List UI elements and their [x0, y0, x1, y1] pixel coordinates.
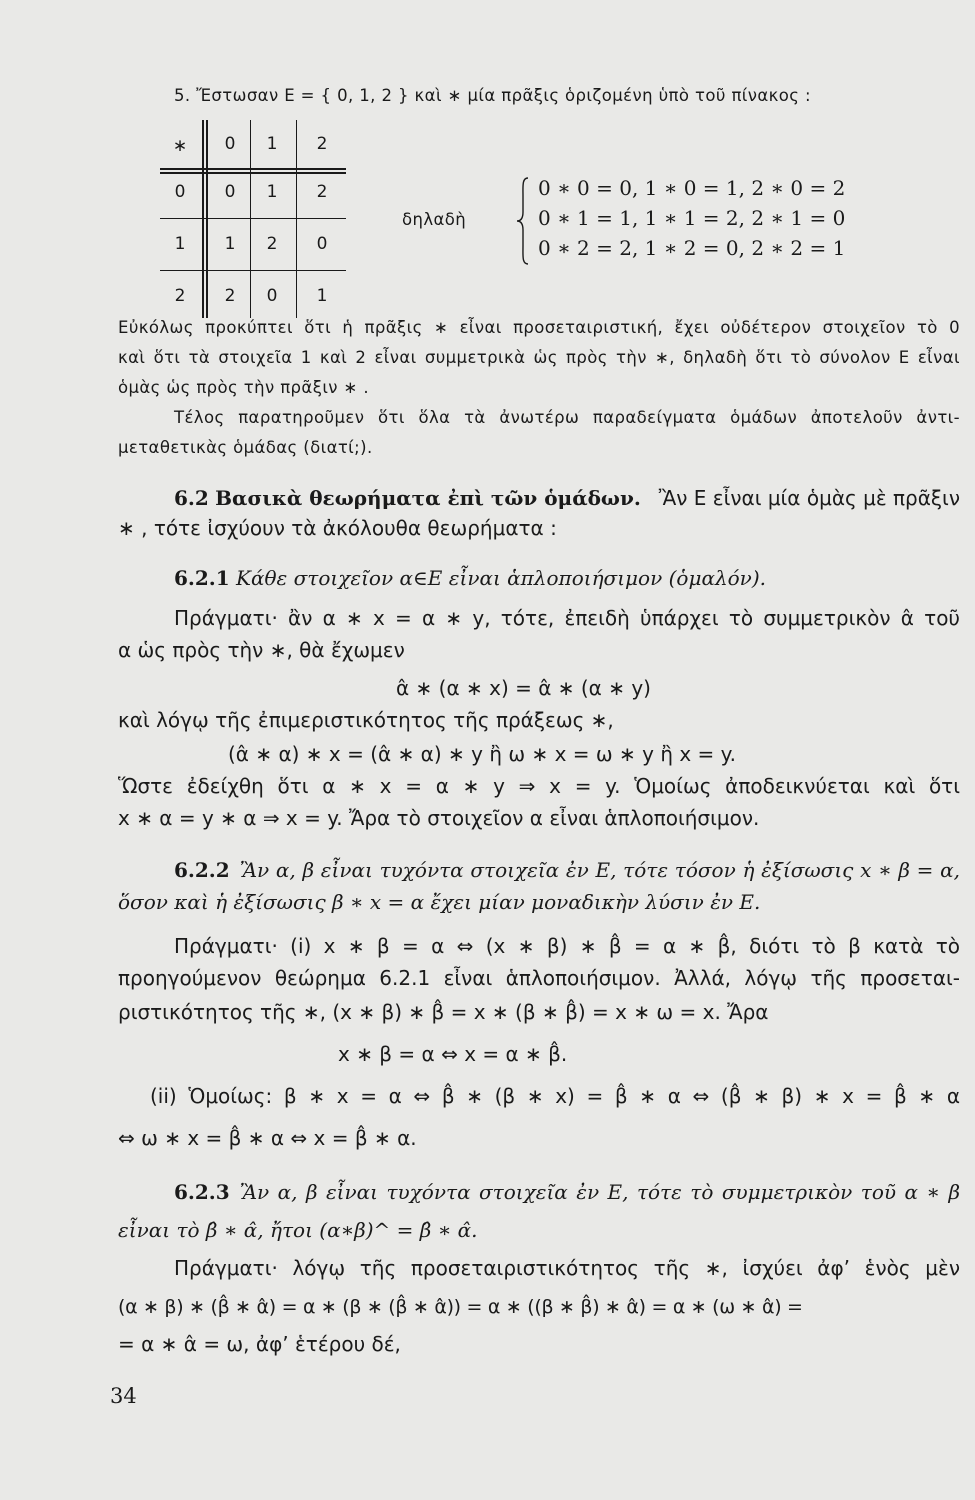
theorem-text: Ἂν α, β εἶναι τυχόντα στοιχεῖα ἐν Ε, τότε τόσον ἡ ἐξίσωσις x ∗ β = α,: [239, 858, 960, 882]
paragraph-line: καὶ ὅτι τὰ στοιχεῖα 1 καὶ 2 εἶναι συμμετρικὰ ὡς πρὸς τὴν ∗, δηλαδὴ ὅτι τὸ σύνολον Ε εἶναι: [118, 348, 960, 367]
section-number: 6.2: [174, 486, 209, 510]
proof-equation: x ∗ β = α ⇔ x = α ∗ β̂.: [338, 1042, 568, 1066]
table-cell: 1: [316, 286, 328, 306]
equation-line: 0 ∗ 2 = 2, 1 ∗ 2 = 0, 2 ∗ 2 = 1: [538, 236, 846, 260]
equation-line: 0 ∗ 1 = 1, 1 ∗ 1 = 2, 2 ∗ 1 = 0: [538, 206, 846, 230]
proof-line: (α ∗ β) ∗ (β̂ ∗ α̂) = α ∗ (β ∗ (β̂ ∗ α̂)) = α ∗ ((β ∗ β̂) ∗ α̂) = α ∗ (ω ∗ α̂) =: [118, 1296, 803, 1318]
table-vertical-rule: [206, 120, 208, 318]
section-title: Βασικὰ θεωρήματα ἐπὶ τῶν ὁμάδων.: [215, 486, 641, 510]
section-intro-line: ∗ , τότε ἰσχύουν τὰ ἀκόλουθα θεωρήματα :: [118, 516, 557, 540]
theorem-number: 6.2.1: [174, 566, 230, 590]
table-header-cell: 0: [224, 134, 236, 154]
paragraph-line: Εὐκόλως προκύπτει ὅτι ἡ πρᾶξις ∗ εἶναι προσεταιριστική, ἔχει οὐδέτερον στοιχεῖον τὸ 0: [118, 318, 960, 337]
theorem-text: Ἂν α, β εἶναι τυχόντα στοιχεῖα ἐν Ε, τότε τὸ συμμετρικὸν τοῦ α ∗ β: [239, 1180, 960, 1204]
theorem-number: 6.2.3: [174, 1180, 230, 1204]
proof-line: ριστικότητος τῆς ∗, (x ∗ β) ∗ β̂ = x ∗ (β ∗ β̂) = x ∗ ω = x. Ἄρα: [118, 1000, 769, 1024]
proof-line: Ὥστε ἐδείχθη ὅτι α ∗ x = α ∗ y ⇒ x = y. Ὁμοίως ἀποδεικνύεται καὶ ὅτι: [118, 774, 960, 798]
table-cell: 0: [266, 286, 278, 306]
paragraph-line: ὁμὰς ὡς πρὸς τὴν πρᾶξιν ∗ .: [118, 378, 370, 397]
table-cell: 1: [266, 182, 278, 202]
proof-line: α ὡς πρὸς τὴν ∗, θὰ ἔχωμεν: [118, 638, 405, 662]
theorem-number: 6.2.2: [174, 858, 230, 882]
table-horizontal-rule: [160, 172, 346, 174]
proof-equation: α̂ ∗ (α ∗ x) = α̂ ∗ (α ∗ y): [396, 676, 651, 700]
table-cell: 2: [266, 234, 278, 254]
theorem-text-continued: ὅσον καὶ ἡ ἐξίσωσις β ∗ x = α ἔχει μίαν μοναδικὴν λύσιν ἐν Ε.: [118, 890, 761, 914]
table-header-cell: 1: [266, 134, 278, 154]
proof-line: ⇔ ω ∗ x = β̂ ∗ α ⇔ x = β̂ ∗ α.: [118, 1126, 417, 1150]
table-cell: 1: [224, 234, 236, 254]
page-number: 34: [110, 1384, 137, 1408]
dilady-label: δηλαδὴ: [402, 210, 467, 229]
table-vertical-rule: [250, 120, 251, 318]
proof-line: προηγούμενον θεώρημα 6.2.1 εἶναι ἁπλοποιήσιμον. Ἀλλά, λόγῳ τῆς προσεται-: [118, 966, 960, 990]
table-cell: 0: [316, 234, 328, 254]
table-row-label: 2: [174, 286, 186, 306]
table-row-label: 1: [174, 234, 186, 254]
theorem-text: Κάθε στοιχεῖον α∈Ε εἶναι ἁπλοποιήσιμον (ὁμαλόν).: [236, 566, 766, 590]
theorem-6-2-2-statement: [174, 858, 960, 882]
table-row-label: 0: [174, 182, 186, 202]
table-corner: ∗: [172, 136, 188, 156]
exercise-5-intro: 5. Ἔστωσαν Ε = { 0, 1, 2 } καὶ ∗ μία πρᾶξις ὁριζομένη ὑπὸ τοῦ πίνακος :: [174, 86, 811, 105]
section-intro-text: Ἂν Ε εἶναι μία ὁμὰς μὲ πρᾶξιν: [658, 486, 960, 510]
theorem-6-2-3-statement: [174, 1180, 960, 1204]
operation-table: [160, 120, 350, 320]
proof-line: Πράγματι· (i) x ∗ β = α ⇔ (x ∗ β) ∗ β̂ = α ∗ β̂, διότι τὸ β κατὰ τὸ: [174, 934, 960, 958]
proof-line: Πράγματι· λόγῳ τῆς προσεταιριστικότητος τῆς ∗, ἰσχύει ἀφ’ ἑνὸς μὲν: [174, 1256, 960, 1280]
section-heading: [174, 486, 960, 510]
proof-line: = α ∗ α̂ = ω, ἀφ’ ἑτέρου δέ,: [118, 1332, 401, 1356]
proof-line: (ii) Ὁμοίως: β ∗ x = α ⇔ β̂ ∗ (β ∗ x) = β̂ ∗ α ⇔ (β̂ ∗ β) ∗ x = β̂ ∗ α: [150, 1084, 960, 1108]
table-horizontal-rule: [160, 218, 346, 219]
table-horizontal-rule: [160, 168, 346, 170]
table-header-cell: 2: [316, 134, 328, 154]
paragraph-line: μεταθετικὰς ὁμάδας (διατί;).: [118, 438, 373, 457]
proof-equation: (α̂ ∗ α) ∗ x = (α̂ ∗ α) ∗ y ἢ ω ∗ x = ω ∗ y ἢ x = y.: [228, 742, 736, 766]
paragraph-line: Τέλος παρατηροῦμεν ὅτι ὅλα τὰ ἀνωτέρω παραδείγματα ὁμάδων ἀποτελοῦν ἀντι-: [174, 408, 960, 427]
proof-line: καὶ λόγῳ τῆς ἐπιμεριστικότητος τῆς πράξεως ∗,: [118, 708, 614, 732]
table-horizontal-rule: [160, 270, 346, 271]
equation-line: 0 ∗ 0 = 0, 1 ∗ 0 = 1, 2 ∗ 0 = 2: [538, 176, 846, 200]
theorem-6-2-1-statement: [174, 566, 766, 590]
table-vertical-rule: [296, 120, 297, 318]
proof-line: Πράγματι· ἂν α ∗ x = α ∗ y, τότε, ἐπειδὴ ὑπάρχει τὸ συμμετρικὸν α̂ τοῦ: [174, 606, 960, 630]
table-cell: 0: [224, 182, 236, 202]
table-vertical-rule: [202, 120, 204, 318]
left-brace-icon: [516, 176, 530, 266]
table-cell: 2: [224, 286, 236, 306]
theorem-text-continued: εἶναι τὸ β̂ ∗ α̂, ἤτοι (α∗β)^ = β̂ ∗ α̂.: [118, 1218, 478, 1242]
table-cell: 2: [316, 182, 328, 202]
proof-line: x ∗ α = y ∗ α ⇒ x = y. Ἄρα τὸ στοιχεῖον α εἶναι ἁπλοποιήσιμον.: [118, 806, 760, 830]
